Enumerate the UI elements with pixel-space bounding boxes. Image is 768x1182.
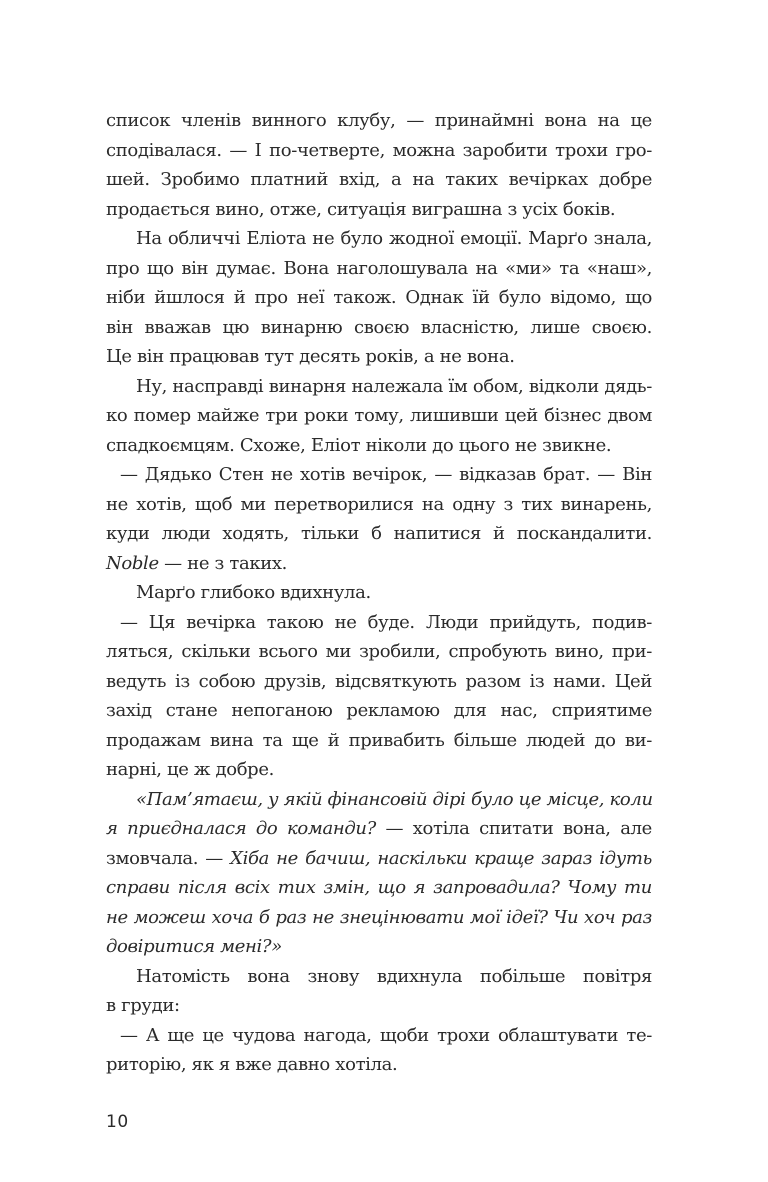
text-line: ко помер майже три роки тому, лишивши цей бізнес двом — [106, 405, 652, 426]
italic-span: Хіба не бачиш, наскільки краще зараз ідуть — [230, 847, 652, 869]
text-line — [106, 814, 652, 844]
text-line: сподівалася. — І по-четверте, можна заробити трохи гро- — [106, 139, 652, 161]
text-line: продається вино, отже, ситуація виграшна з усіх боків. — [106, 198, 616, 220]
text-line: Це він працював тут десять років, а не вона. — [106, 346, 515, 367]
text-line: риторію, як я вже давно хотіла. — [106, 1054, 398, 1075]
text-span: — не з таких. — [158, 552, 288, 574]
text-line: куди люди ходять, тільки б напитися й поскандалити. — [106, 523, 652, 544]
text-line: Натомість вона знову вдихнула побільше повітря — [136, 965, 652, 987]
text-line: в груди: — [106, 995, 180, 1016]
text-line: — А ще це чудова нагода, щоби трохи облаштувати те- — [120, 1024, 652, 1046]
text-span: — хотіла спитати вона, але — [375, 818, 652, 839]
text-line: не можеш хоча б раз не знецінювати мої ідеї? Чи хоч раз — [106, 906, 652, 928]
text-line: Ну, насправді винарня належала їм обом, відколи дядь- — [136, 375, 652, 397]
text-line: продажам вина та ще й привабить більше людей до ви- — [106, 729, 652, 751]
text-line: — Дядько Стен не хотів вечірок, — відказав брат. — Він — [120, 464, 652, 485]
body-text — [106, 106, 652, 1080]
text-line: довіритися мені?» — [106, 936, 282, 957]
text-line: не хотів, щоб ми перетворилися на одну з тих винарень, — [106, 493, 652, 515]
text-line — [106, 549, 652, 579]
text-line: список членів винного клубу, — принаймні вона на це — [106, 110, 652, 131]
text-span: змовчала. — — [106, 847, 231, 869]
text-line: Марґо глибоко вдихнула. — [136, 582, 371, 603]
text-line: ляться, скільки всього ми зробили, спробують вино, при- — [106, 641, 652, 662]
page-number: 10 — [106, 1112, 129, 1132]
text-line: шей. Зробимо платний вхід, а на таких вечірках добре — [106, 169, 652, 190]
text-line: «Пам’ятаєш, у якій фінансовій дірі було це місце, коли — [136, 788, 653, 810]
text-line: захід стане непоганою рекламою для нас, сприятиме — [106, 700, 652, 721]
text-line: ніби йшлося й про неї також. Однак їй було відомо, що — [106, 287, 652, 308]
text-line: На обличчі Еліота не було жодної емоції. Марґо знала, — [136, 228, 652, 249]
italic-span: я приєдналася до команди? — [106, 818, 376, 839]
text-line — [106, 844, 652, 874]
text-line: про що він думає. Вона наголошувала на «ми» та «наш», — [106, 257, 652, 279]
italic-title: Noble — [106, 552, 159, 574]
text-line: нарні, це ж добре. — [106, 759, 275, 780]
text-line: ведуть із собою друзів, відсвяткують разом із нами. Цей — [106, 670, 652, 692]
text-line: справи після всіх тих змін, що я запровадила? Чому ти — [106, 877, 652, 898]
text-line: він вважав цю винарню своєю власністю, лише своєю. — [106, 316, 652, 338]
text-line: — Ця вечірка такою не буде. Люди прийдуть, подив- — [120, 611, 652, 633]
text-line: спадкоємцям. Схоже, Еліот ніколи до цього не звикне. — [106, 434, 612, 456]
